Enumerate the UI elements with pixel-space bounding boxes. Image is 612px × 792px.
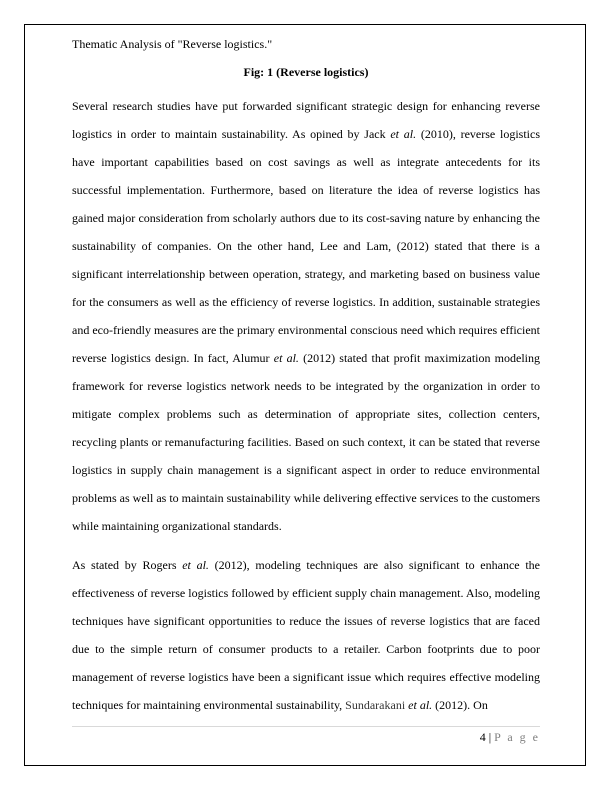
- footer-divider: [72, 726, 540, 727]
- figure-caption: Fig: 1 (Reverse logistics): [243, 65, 369, 79]
- paragraph-text: (2012). On: [432, 698, 488, 712]
- paragraph-text: Several research studies have put forwarded significant strategic design for enhancing reverse logistics in order to maintain sustainability. As opined by Jack: [72, 99, 540, 141]
- page-content: [72, 36, 540, 719]
- body-paragraph-1: [72, 92, 540, 540]
- body-paragraph-2: [72, 551, 540, 719]
- page-footer: [480, 729, 540, 745]
- page-label: P a g e: [494, 730, 540, 744]
- paragraph-text: As stated by Rogers: [72, 558, 183, 572]
- paragraph-text: Sundarakani: [345, 698, 406, 712]
- citation-et-al: et al.: [408, 698, 433, 712]
- footer-separator: |: [485, 730, 495, 744]
- paragraph-text: (2012) stated that profit maximization modeling framework for reverse logistics network needs to be integrated by the organization in order to mitigate complex problems such as determination of appropriate sites, collection centers, recycling plants or remanufacturing facilities. Based on such context, it can be stated that reverse logistics in supply chain management is a significant aspect in order to reduce environmental problems as well as to maintain sustainability while delivering effective services to the customers while maintaining organizational standards.: [72, 351, 541, 533]
- citation-et-al: et al.: [390, 127, 417, 141]
- paragraph-text: (2012), modeling techniques are also significant to enhance the effectiveness of reverse logistics followed by efficient supply chain management. Also, modeling techniques have significant opportunities to reduce the issues of reverse logistics that are faced due to the simple return of consumer products to a retailer. Carbon footprints due to poor management of reverse logistics have been a significant issue which requires effective modeling techniques for maintaining environmental sustainability,: [72, 558, 540, 712]
- page-number: 4: [479, 730, 486, 744]
- citation-et-al: et al.: [273, 351, 299, 365]
- citation-et-al: et al.: [182, 558, 209, 572]
- paragraph-text: (2010), reverse logistics have important capabilities based on cost savings as well as integrate antecedents for its successful implementation. Furthermore, based on literature the idea of reverse logistics has gained major consideration from scholarly authors due to its cost-saving nature by enhancing the sustainability of companies. On the other hand, Lee and Lam, (2012) stated that there is a significant interrelationship between operation, strategy, and marketing based on business value for the consumers as well as the efficiency of reverse logistics. In addition, sustainable strategies and eco-friendly measures are the primary environmental conscious need which requires efficient reverse logistics design. In fact, Alumur: [72, 127, 540, 365]
- running-title: Thematic Analysis of "Reverse logistics.": [72, 37, 273, 51]
